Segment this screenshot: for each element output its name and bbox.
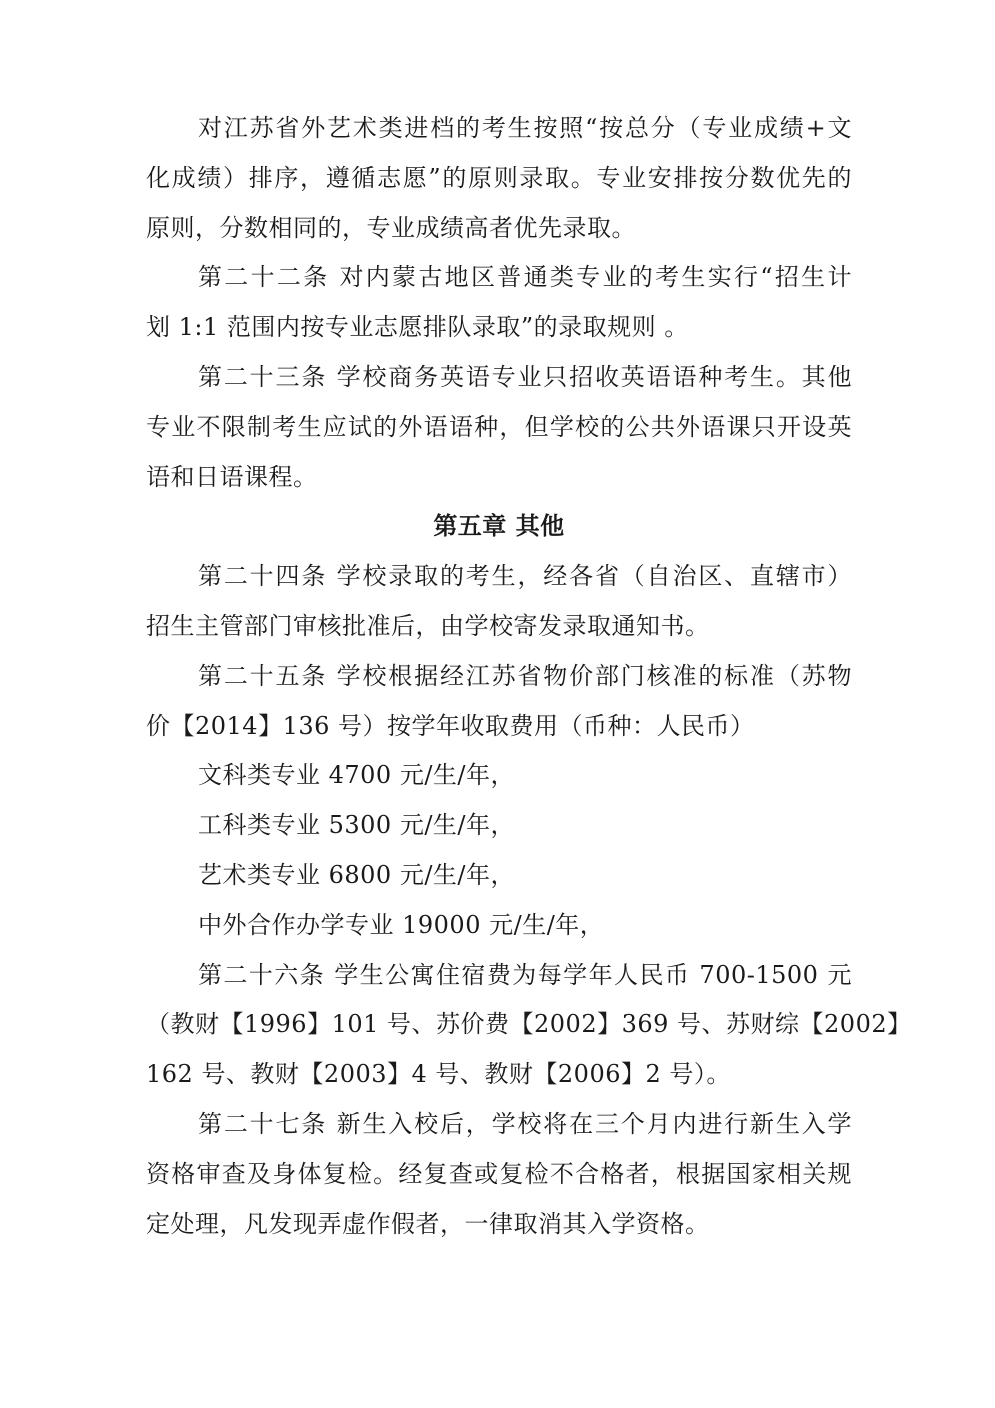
fee-item-joint-program: 中外合作办学专业 19000 元/生/年， xyxy=(198,910,605,939)
fee-item-art: 艺术类专业 6800 元/生/年， xyxy=(198,860,516,889)
text-line: （教财【1996】101 号、苏价费【2002】369 号、苏财综【2002】 xyxy=(146,1010,912,1039)
article-26 xyxy=(146,951,912,1100)
chapter-heading: 第五章 其他 xyxy=(433,512,565,541)
fee-list xyxy=(146,751,852,950)
text-line: 对江苏省外艺术类进档的考生按照“按总分（专业成绩+文 xyxy=(198,114,852,142)
fee-item-liberal-arts: 文科类专业 4700 元/生/年， xyxy=(198,761,516,790)
text-line: 第二十三条 学校商务英语专业只招收英语语种考生。其他 xyxy=(198,362,852,391)
text-line: 第二十四条 学校录取的考生，经各省（自治区、直辖市） xyxy=(198,562,852,591)
text-line: 专业不限制考生应试的外语语种，但学校的公共外语课只开设英 xyxy=(146,412,852,441)
text-line: 第二十六条 学生公寓住宿费为每学年人民币 700-1500 元 xyxy=(198,960,852,989)
text-line: 语和日语课程。 xyxy=(146,462,318,491)
text-line: 价【2014】136 号）按学年收取费用（币种：人民币） xyxy=(146,711,755,740)
paragraph-art-admission xyxy=(146,104,852,253)
text-line: 划 1:1 范围内按专业志愿排队录取”的录取规则 。 xyxy=(146,313,689,342)
article-25 xyxy=(146,652,852,752)
text-line: 原则，分数相同的，专业成绩高者优先录取。 xyxy=(146,213,636,242)
document-page xyxy=(146,104,912,1249)
text-line: 第二十二条 对内蒙古地区普通类专业的考生实行“招生计 xyxy=(198,263,852,292)
article-24 xyxy=(146,552,852,652)
text-line: 招生主管部门审核批准后，由学校寄发录取通知书。 xyxy=(146,611,710,640)
text-line: 定处理，凡发现弄虚作假者，一律取消其入学资格。 xyxy=(146,1209,710,1238)
text-line: 162 号、教财【2003】4 号、教财【2006】2 号）。 xyxy=(146,1060,731,1089)
text-line: 第二十七条 新生入校后，学校将在三个月内进行新生入学 xyxy=(198,1109,852,1138)
article-22 xyxy=(146,253,852,353)
text-line: 第二十五条 学校根据经江苏省物价部门核准的标准（苏物 xyxy=(198,661,852,690)
text-line: 资格审查及身体复检。经复查或复检不合格者，根据国家相关规 xyxy=(146,1159,852,1188)
fee-item-engineering: 工科类专业 5300 元/生/年， xyxy=(198,811,516,840)
article-27 xyxy=(146,1100,852,1249)
article-23 xyxy=(146,353,852,502)
text-line: 化成绩）排序，遵循志愿”的原则录取。专业安排按分数优先的 xyxy=(146,163,852,192)
